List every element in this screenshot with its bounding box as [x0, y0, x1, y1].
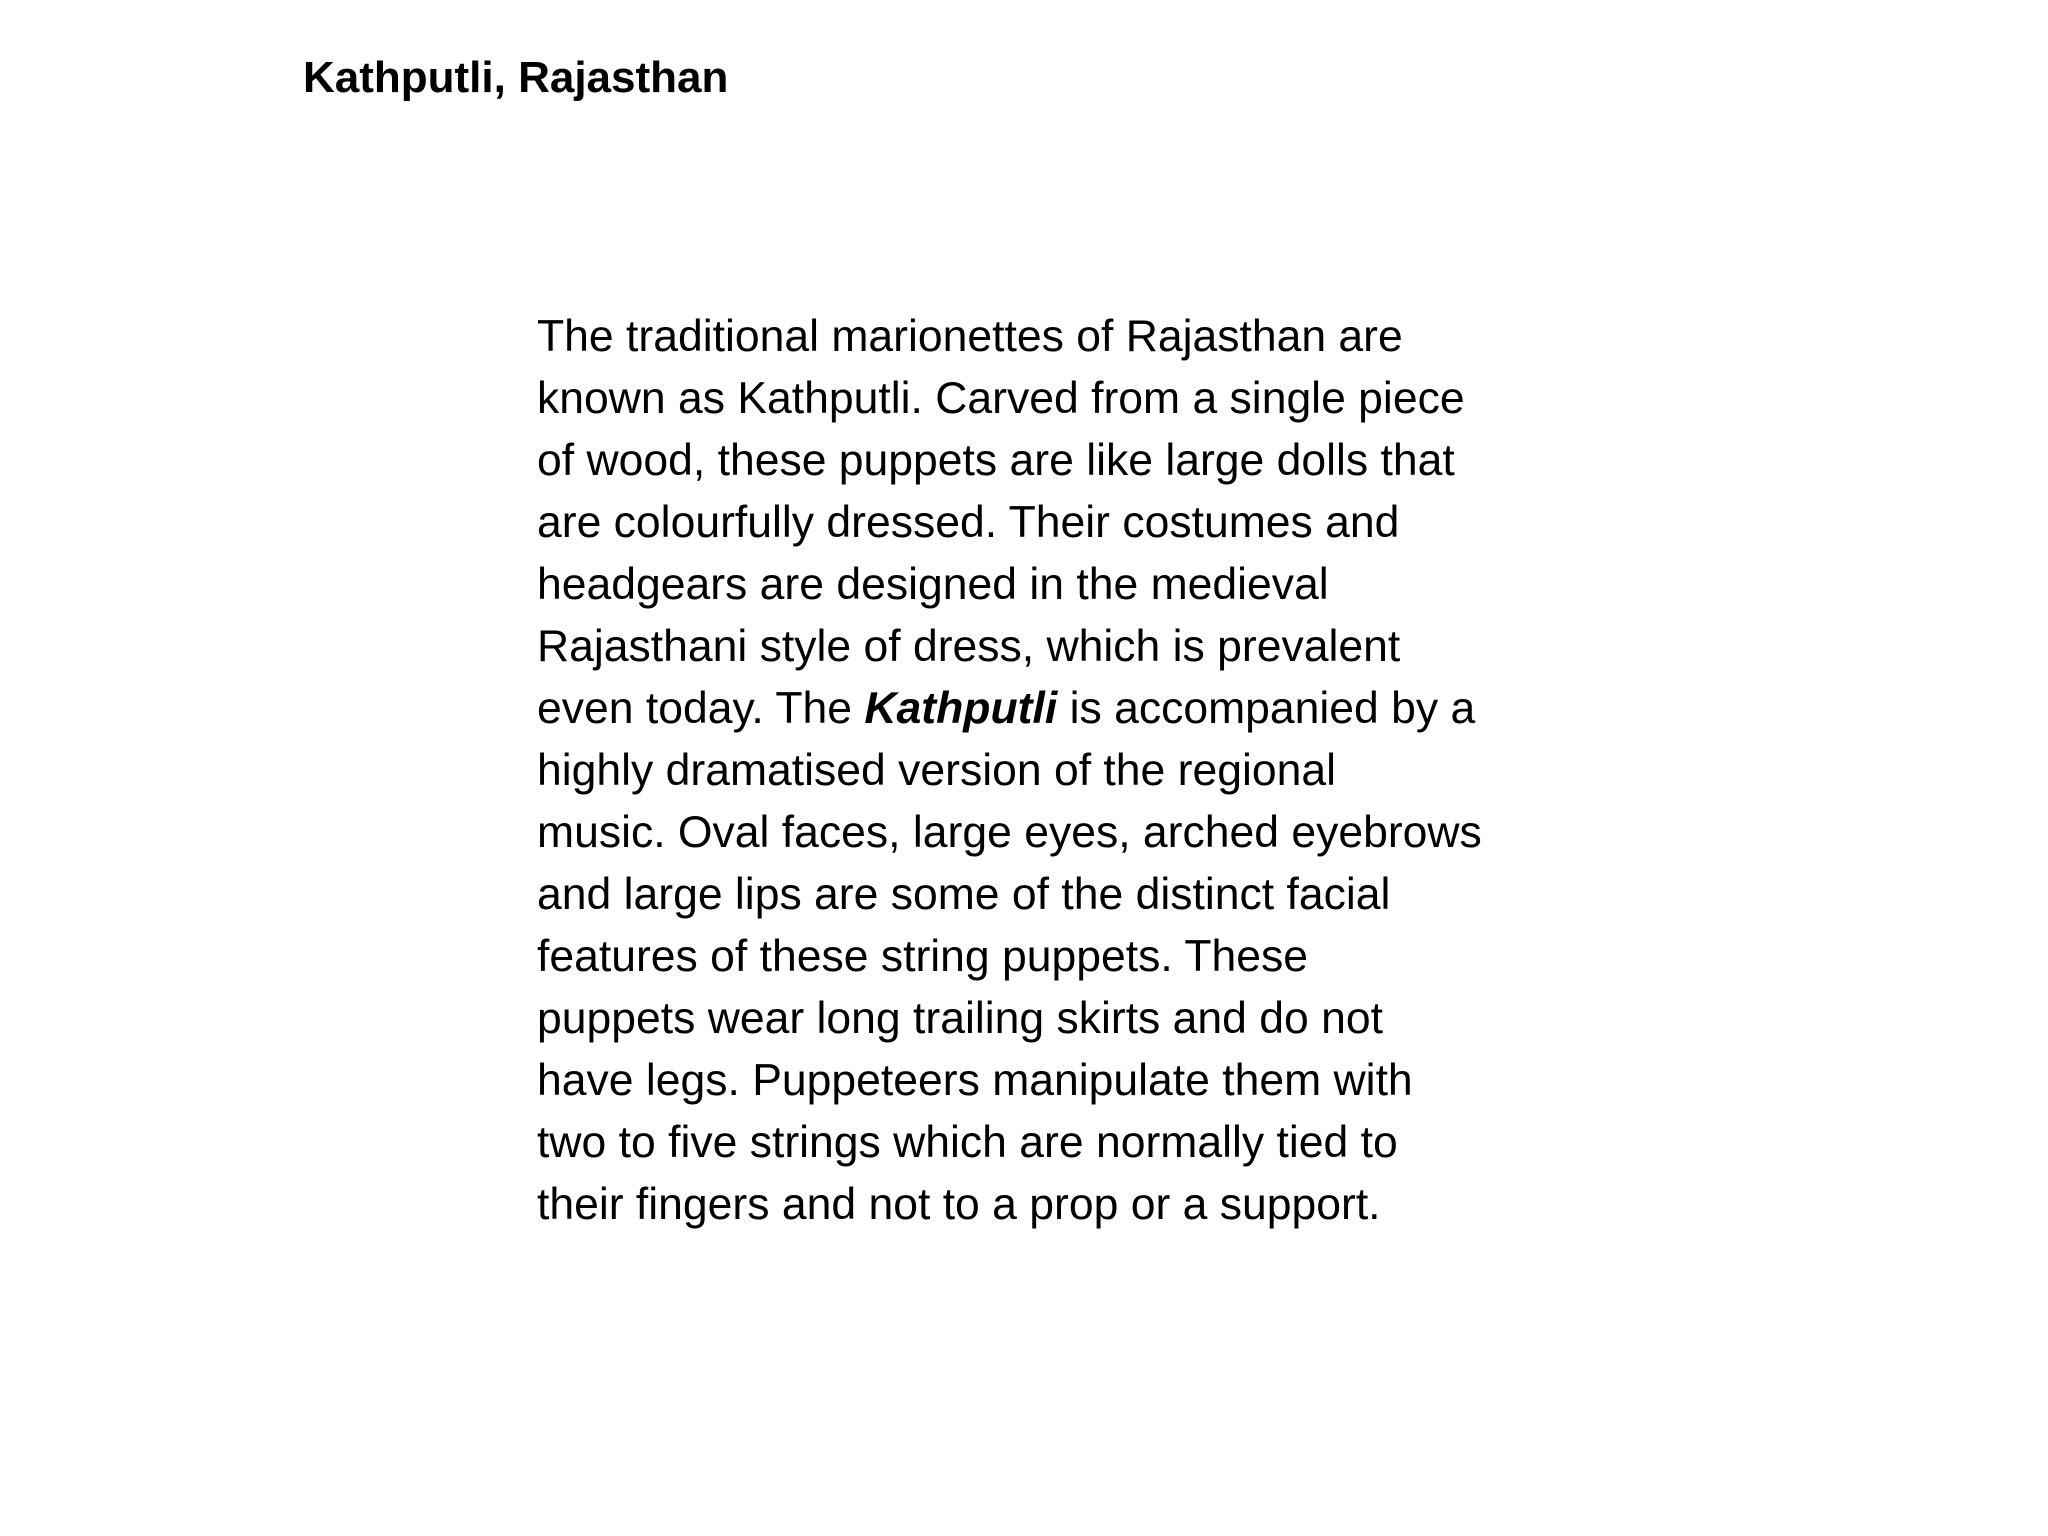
paragraph-line: puppets wear long trailing skirts and do not: [537, 994, 1383, 1043]
paragraph-line: their fingers and not to a prop or a support.: [537, 1180, 1381, 1229]
emphasized-term: Kathputli: [864, 684, 1058, 733]
line-text-before: even today. The: [537, 684, 865, 733]
paragraph-line: headgears are designed in the medieval: [537, 560, 1329, 609]
paragraph-line: The traditional marionettes of Rajasthan are: [537, 312, 1403, 361]
paragraph-line: music. Oval faces, large eyes, arched eyebrows: [537, 808, 1482, 857]
paragraph-line: features of these string puppets. These: [537, 932, 1308, 981]
paragraph-line: of wood, these puppets are like large dolls that: [537, 436, 1455, 485]
paragraph-line: are colourfully dressed. Their costumes and: [537, 498, 1400, 547]
paragraph-line: highly dramatised version of the regional: [537, 746, 1336, 795]
paragraph-line-with-emphasis: [537, 678, 1547, 740]
paragraph-line: Rajasthani style of dress, which is prevalent: [537, 622, 1401, 671]
paragraph-line: known as Kathputli. Carved from a single piece: [537, 374, 1465, 423]
paragraph-line: two to five strings which are normally tied to: [537, 1118, 1398, 1167]
paragraph-line: and large lips are some of the distinct facial: [537, 870, 1391, 919]
slide-title: Kathputli, Rajasthan: [303, 53, 729, 102]
line-text-after: is accompanied by a: [1057, 684, 1476, 733]
paragraph-line: have legs. Puppeteers manipulate them with: [537, 1056, 1413, 1105]
body-paragraph: [537, 306, 1547, 1236]
